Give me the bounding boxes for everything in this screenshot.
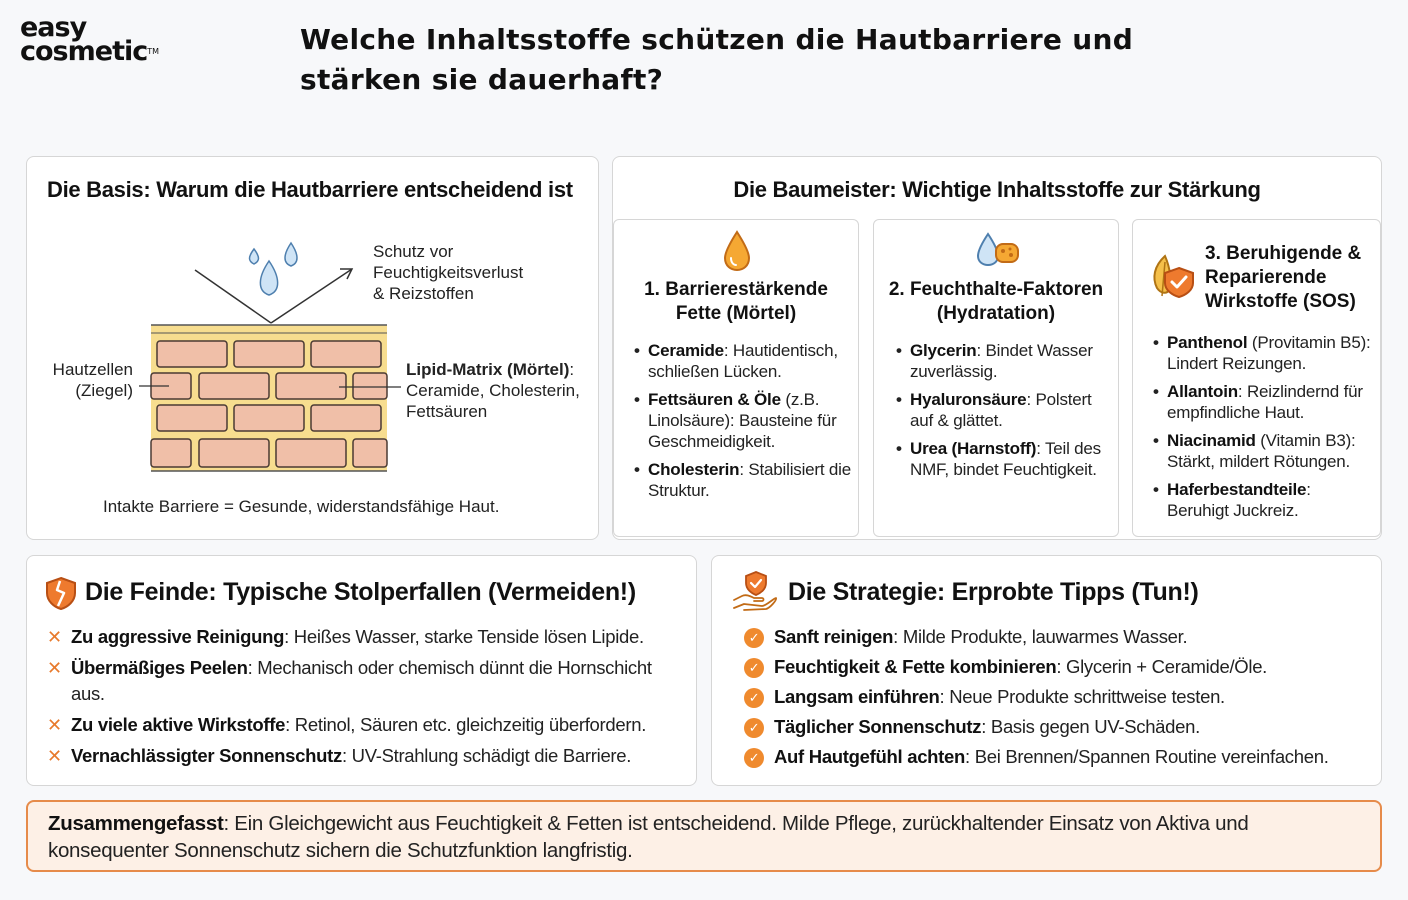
x-icon: ✕ [47,658,62,678]
item-term: Hyaluronsäure [910,390,1027,409]
item-term: Zu viele aktive Wirkstoffe [71,714,286,735]
card-title-line: Reparierende [1205,267,1327,288]
item-term: Niacinamid [1167,431,1256,450]
water-drops-icon [250,243,298,295]
lipid-line: Ceramide, Cholesterin, [406,381,580,400]
cells-line: (Ziegel) [75,381,133,400]
list-item [732,624,1367,650]
lipid-label [406,359,580,422]
protect-line: Schutz vor [373,242,454,261]
x-icon: ✕ [47,627,62,647]
logo-line-1: easy [20,12,87,43]
lipid-term: Lipid-Matrix (Mörtel) [406,360,570,379]
page-title: Welche Inhaltsstoffe schützen die Hautbarriere und stärken sie dauerhaft? [300,23,1134,96]
item-desc: : Basis gegen UV-Schäden. [981,716,1200,737]
card-title-line: Fette (Mörtel) [675,303,797,324]
list-item [634,459,852,501]
card-title-line: 2. Feuchthalte-Faktoren [888,279,1104,300]
strategie-list [732,624,1367,774]
item-desc: : Beruhigt Juckreiz. [1167,480,1311,520]
check-icon: ✓ [744,748,764,768]
baumeister-panel [612,156,1382,540]
item-desc: : Mechanisch oder chemisch dünnt die Hornschicht aus. [71,657,652,704]
card-hydration-list [896,340,1110,487]
item-desc: : Reizlindernd für empfindliche Haut. [1167,382,1363,422]
list-item [896,389,1110,431]
basis-caption: Intakte Barriere = Gesunde, widerstandsfähige Haut. [103,497,500,516]
item-desc: : Teil des NMF, bindet Feuchtigkeit. [910,439,1101,479]
feinde-panel [26,555,697,786]
summary-box [26,800,1382,872]
card-title-line: 3. Beruhigende & [1205,243,1362,264]
summary-text: : Ein Gleichgewicht aus Feuchtigkeit & Fetten ist entscheidend. Milde Pflege, zurückhaltender Einsatz von Aktiva und konsequenter Sonnenschutz sichern die Schutzfunktion langfristig. [48,812,1249,862]
list-item [732,684,1367,710]
item-term: Auf Hautgefühl achten [774,746,966,767]
card-hydration-title [874,278,1118,326]
basis-title: Die Basis: Warum die Hautbarriere entscheidend ist [47,177,573,202]
item-desc: : Bindet Wasser zuverlässig. [910,341,1093,381]
check-icon: ✓ [744,718,764,738]
protect-label [373,241,523,304]
strategie-panel [711,555,1382,786]
list-item [47,712,682,738]
item-term: Übermäßiges Peelen [71,657,248,678]
list-item [47,624,682,650]
protect-line: Feuchtigkeitsverlust [373,263,524,282]
list-item [896,340,1110,382]
summary-label: Zusammengefasst [48,812,224,835]
item-term: Täglicher Sonnenschutz [774,716,982,737]
item-desc: : Bei Brennen/Spannen Routine vereinfachen. [965,746,1329,767]
card-soothing [1132,219,1381,537]
item-desc: : UV-Strahlung schädigt die Barriere. [341,745,632,766]
item-desc: : Glycerin + Ceramide/Öle. [1056,656,1268,677]
list-item [1153,430,1376,472]
basis-panel [26,156,599,540]
leaf-shield-icon [1149,252,1197,300]
item-term: Haferbestandteile [1167,480,1307,499]
list-item [1153,381,1376,423]
item-term: Cholesterin [648,460,740,479]
item-term: Ceramide [648,341,724,360]
lipid-line: Fettsäuren [406,402,488,421]
item-term: Panthenol [1167,333,1248,352]
item-desc: : Heißes Wasser, starke Tenside lösen Lipide. [284,626,644,647]
card-soothing-list [1153,332,1376,528]
list-item [47,743,682,769]
list-item [634,389,852,452]
oil-drop-icon [722,230,752,272]
logo [20,12,190,67]
barrier-illustration [27,157,600,541]
logo-wordmark: cosmetic [20,36,148,67]
feinde-list [47,624,682,774]
check-icon: ✓ [744,658,764,678]
list-item [1153,479,1376,521]
strategie-title: Die Strategie: Erprobte Tipps (Tun!) [788,578,1199,606]
cells-line: Hautzellen [52,360,133,379]
item-term: Urea (Harnstoff) [910,439,1037,458]
list-item [634,340,852,382]
item-term: Vernachlässigter Sonnenschutz [71,745,342,766]
item-desc: (Vitamin B3): Stärkt, mildert Rötungen. [1167,431,1356,471]
item-term: Allantoin [1167,382,1238,401]
x-icon: ✕ [47,715,62,735]
item-desc: : Neue Produkte schrittweise testen. [939,686,1225,707]
item-term: Fettsäuren & Öle [648,390,781,409]
item-term: Langsam einführen [774,686,940,707]
card-hydration [873,219,1119,537]
card-fats-list [634,340,852,508]
item-desc: : Hautidentisch, schließen Lücken. [648,341,838,381]
baumeister-title: Die Baumeister: Wichtige Inhaltsstoffe zur Stärkung [733,177,1261,202]
hydration-sponge-icon [974,230,1022,270]
card-soothing-title [1205,242,1376,314]
feinde-title: Die Feinde: Typische Stolperfallen (Vermeiden!) [85,578,636,606]
item-term: Glycerin [910,341,977,360]
lipid-colon: : [569,360,575,379]
card-title-line: (Hydratation) [936,303,1056,324]
list-item [732,654,1367,680]
list-item [896,438,1110,480]
item-term: Zu aggressive Reinigung [71,626,285,647]
broken-shield-icon [45,576,77,610]
check-icon: ✓ [744,628,764,648]
card-fats [613,219,859,537]
check-icon: ✓ [744,688,764,708]
x-icon: ✕ [47,746,62,766]
logo-line-2 [20,36,190,67]
item-term: Feuchtigkeit & Fette kombinieren [774,656,1057,677]
item-desc: : Milde Produkte, lauwarmes Wasser. [893,626,1188,647]
card-title-line: Wirkstoffe (SOS) [1205,291,1356,312]
list-item [1153,332,1376,374]
list-item [732,714,1367,740]
item-desc: : Stabilisiert die Struktur. [648,460,852,500]
card-fats-title [614,278,858,326]
item-term: Sanft reinigen [774,626,894,647]
logo-trademark: TM [147,47,160,56]
list-item [732,744,1367,770]
item-desc: (Provitamin B5): Lindert Reizungen. [1167,333,1371,373]
item-desc: : Retinol, Säuren etc. gleichzeitig überfordern. [285,714,647,735]
card-title-line: 1. Barrierestärkende [644,279,828,300]
list-item [47,655,682,707]
protect-line: & Reizstoffen [373,284,474,303]
item-desc: : Polstert auf & glättet. [910,390,1092,430]
item-desc: (z.B. Linolsäure): Bausteine für Geschmeidigkeit. [648,390,837,451]
hand-shield-icon [732,570,778,612]
cells-label [45,359,133,401]
